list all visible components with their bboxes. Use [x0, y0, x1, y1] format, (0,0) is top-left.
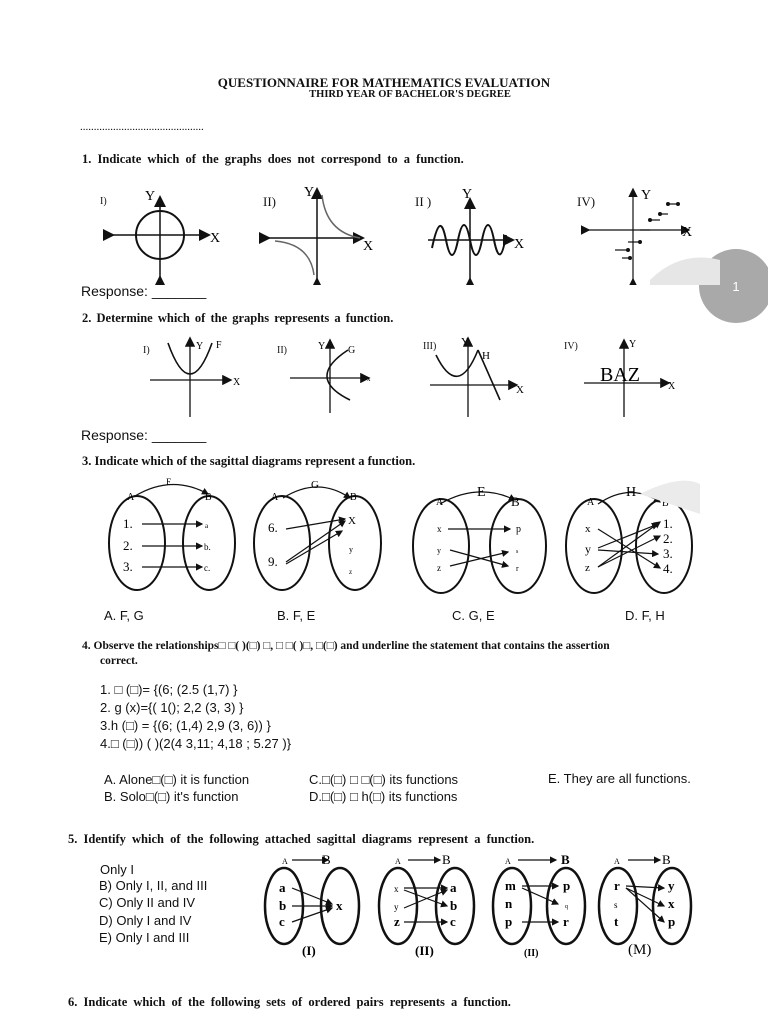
q3-option-c[interactable]: C. G, E — [452, 608, 495, 623]
q4-item-3: 3.h (□) = {(6; (1,4) 2,9 (3, 6)) } — [100, 718, 271, 733]
svg-text:B: B — [322, 852, 331, 867]
svg-text:b.: b. — [204, 542, 211, 552]
q3-diagrams — [0, 474, 768, 604]
question-1: 1. Indicate which of the graphs does not correspond to a function. — [82, 152, 464, 166]
svg-text:x: x — [367, 375, 371, 383]
svg-text:Y: Y — [145, 189, 156, 204]
svg-text:A: A — [614, 857, 620, 866]
svg-text:y: y — [437, 546, 441, 555]
question-2: 2. Determine which of the graphs represents a function. — [82, 311, 394, 325]
q2-response: Response: _______ — [81, 427, 207, 443]
svg-text:B: B — [662, 498, 669, 509]
svg-text:n: n — [505, 896, 513, 911]
svg-text:4.: 4. — [663, 561, 673, 576]
svg-text:A: A — [505, 857, 511, 866]
svg-text:p: p — [563, 878, 571, 893]
svg-text:G: G — [311, 479, 319, 491]
svg-text:q: q — [565, 904, 568, 910]
q5-option-b[interactable]: B) Only I, II, and III — [99, 878, 208, 893]
q5-option-d[interactable]: D) Only I and IV — [99, 913, 192, 928]
q2-iv-y: Y — [629, 339, 637, 350]
question-4-cont: correct. — [100, 655, 138, 667]
svg-text:X: X — [682, 225, 693, 240]
svg-text:X: X — [516, 384, 524, 396]
svg-text:B: B — [442, 852, 451, 867]
question-5: 5. Identify which of the following attached sagittal diagrams represent a function. — [68, 832, 535, 846]
q2-graphs — [0, 335, 768, 420]
q1-label-ii: II) — [263, 194, 276, 209]
svg-text:x: x — [668, 896, 675, 911]
svg-text:p: p — [516, 524, 521, 535]
page-title: QUESTIONNAIRE FOR MATHEMATICS EVALUATION — [217, 75, 551, 90]
q3-option-a[interactable]: A. F, G — [104, 608, 144, 623]
svg-text:c.: c. — [204, 563, 211, 573]
svg-text:Y: Y — [304, 185, 315, 200]
svg-text:F: F — [166, 477, 172, 487]
svg-text:s: s — [516, 549, 519, 555]
svg-text:t: t — [614, 914, 619, 929]
graph-hyperbola — [268, 190, 362, 280]
q2-label-iii: III) — [423, 341, 437, 352]
svg-text:B: B — [662, 852, 671, 867]
q4-option-e[interactable]: E. They are all functions. — [548, 771, 691, 786]
q2-ii-g: G — [348, 345, 356, 356]
q2-iii-h: H — [482, 350, 490, 362]
svg-text:3.: 3. — [123, 559, 133, 574]
svg-text:A: A — [282, 857, 288, 866]
q4-option-d[interactable]: D.□(□) □ h(□) its functions — [309, 789, 458, 804]
svg-text:X: X — [210, 231, 221, 246]
svg-text:p: p — [505, 914, 513, 929]
svg-text:z: z — [585, 562, 590, 574]
svg-text:X: X — [233, 377, 241, 388]
q4-item-2: 2. g (x)={( 1(); 2,2 (3, 3) } — [100, 700, 244, 715]
q2-i-f: F — [216, 340, 222, 351]
step-dots — [626, 202, 680, 260]
svg-text:b: b — [450, 898, 458, 913]
q5-option-a[interactable]: Only I — [100, 862, 134, 877]
svg-text:X: X — [668, 381, 676, 392]
svg-text:x: x — [585, 523, 591, 535]
svg-text:Y: Y — [462, 187, 473, 202]
svg-text:r: r — [614, 878, 620, 893]
svg-text:p: p — [668, 914, 676, 929]
svg-text:c: c — [279, 914, 285, 929]
page-subtitle: THIRD YEAR OF BACHELOR'S DEGREE — [309, 89, 511, 100]
svg-text:x: x — [437, 524, 442, 534]
svg-text:x: x — [336, 898, 343, 913]
svg-text:z: z — [394, 914, 400, 929]
svg-text:m: m — [505, 878, 516, 893]
svg-text:X: X — [514, 237, 525, 252]
q2-label-i: I) — [143, 345, 150, 356]
q4-option-c[interactable]: C.□(□) □ □(□) its functions — [309, 772, 459, 787]
q4-item-4: 4.□ (□)) ( )(2(4 3,11; 4,18 ; 5.27 )} — [100, 736, 292, 751]
svg-text:r: r — [563, 914, 569, 929]
svg-text:Y: Y — [641, 188, 652, 203]
question-4: 4. Observe the relationships□ □( )(□) □, □ □( )□, □(□) and underline the statement that contains the assertion — [82, 640, 610, 652]
svg-text:A: A — [587, 497, 595, 508]
q4-option-a[interactable]: A. Alone□(□) it is function — [104, 772, 250, 787]
page-number-badge: 1 — [699, 249, 768, 323]
svg-text:a: a — [450, 880, 457, 895]
q1-label-i: I) — [100, 196, 107, 207]
svg-text:a: a — [205, 522, 209, 530]
svg-text:A: A — [271, 492, 279, 503]
q2-ii-y: Y — [318, 341, 326, 352]
q3-option-d[interactable]: D. F, H — [625, 608, 665, 623]
svg-text:2.: 2. — [123, 538, 133, 553]
svg-text:b: b — [279, 898, 287, 913]
question-3: 3. Indicate which of the sagittal diagrams represent a function. — [82, 454, 416, 468]
svg-text:X: X — [363, 239, 374, 254]
svg-text:(M): (M) — [628, 942, 652, 958]
svg-text:B: B — [205, 492, 212, 503]
svg-text:y: y — [394, 902, 399, 912]
q2-iii-y: Y — [461, 336, 469, 348]
q1-response: Response: _______ — [81, 283, 207, 299]
q4-option-b[interactable]: B. Solo□(□) it's function — [104, 789, 239, 804]
svg-text:9.: 9. — [268, 554, 278, 569]
svg-text:B: B — [511, 494, 520, 509]
svg-text:z: z — [349, 568, 353, 576]
svg-text:x: x — [394, 884, 399, 894]
svg-text:(I): (I) — [302, 943, 316, 958]
svg-text:a: a — [279, 880, 286, 895]
q2-iv-baz: BAZ — [600, 364, 640, 386]
svg-text:s: s — [614, 900, 618, 910]
q2-label-ii: II) — [277, 345, 287, 356]
svg-text:r: r — [516, 564, 519, 573]
svg-text:1.: 1. — [663, 516, 673, 531]
q1-label-iv: IV) — [577, 194, 596, 209]
svg-text:y: y — [668, 878, 675, 893]
svg-text:1.: 1. — [123, 516, 133, 531]
q2-i-y: Y — [196, 341, 204, 352]
svg-text:A: A — [436, 497, 444, 508]
svg-text:6.: 6. — [268, 520, 278, 535]
graph-wave — [428, 200, 512, 280]
q4-item-1: 1. □ (□)= {(6; (2.5 (1,7) } — [100, 682, 238, 697]
svg-text:c: c — [450, 914, 456, 929]
svg-text:A: A — [127, 492, 135, 503]
q3-option-b[interactable]: B. F, E — [277, 608, 316, 623]
svg-text:B: B — [561, 852, 570, 867]
q2-label-iv: IV) — [564, 341, 578, 352]
svg-text:X: X — [348, 515, 356, 527]
name-line: ............................................. — [80, 121, 204, 133]
svg-text:B: B — [350, 492, 357, 503]
svg-text:A: A — [395, 857, 401, 866]
svg-text:y: y — [585, 542, 591, 556]
q1-label-iii: II ) — [415, 194, 432, 209]
svg-text:(II): (II) — [524, 948, 539, 959]
svg-text:z: z — [437, 563, 441, 573]
svg-text:(II): (II) — [415, 943, 434, 958]
q5-option-c[interactable]: C) Only II and IV — [99, 895, 196, 910]
graph-circle — [112, 198, 208, 278]
q5-option-e[interactable]: E) Only I and III — [99, 930, 190, 945]
svg-text:3.: 3. — [663, 546, 673, 561]
q5-diagrams — [0, 848, 768, 964]
q1-graphs — [0, 180, 768, 285]
question-6: 6. Indicate which of the following sets of ordered pairs represents a function. — [68, 995, 511, 1009]
svg-text:y: y — [349, 545, 353, 554]
svg-text:2.: 2. — [663, 531, 673, 546]
svg-text:H: H — [626, 485, 637, 500]
svg-text:E: E — [477, 485, 486, 500]
